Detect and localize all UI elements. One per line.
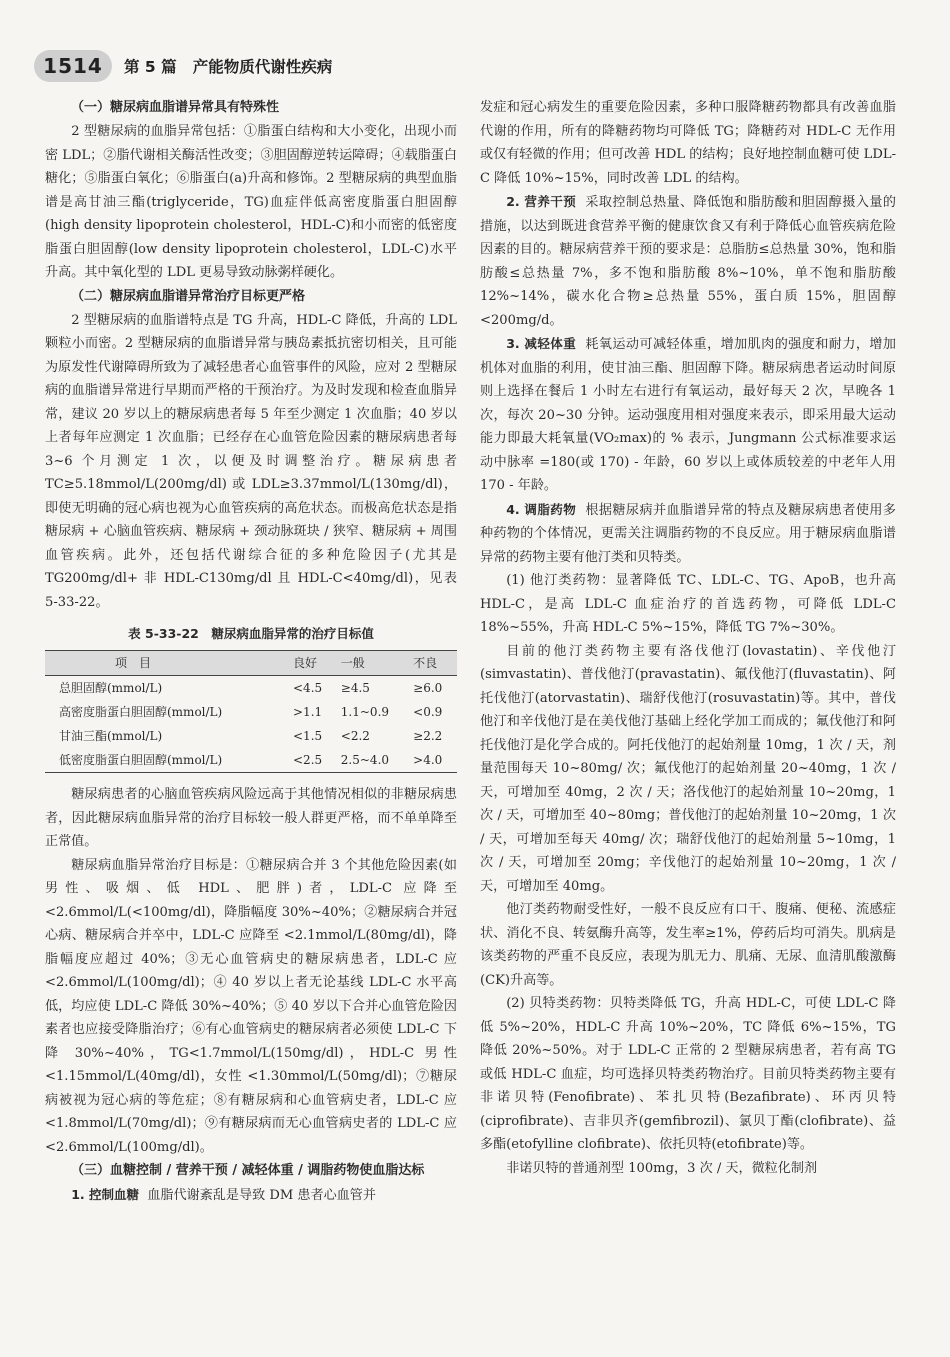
spacer <box>45 773 457 783</box>
table-cell: <1.5 <box>293 729 323 743</box>
table-cell: ≥2.2 <box>413 729 443 743</box>
paragraph-text: 根据糖尿病并血脂谱异常的特点及糖尿病患者使用多种药物的个体情况，更需关注调脂药物的不良反应。用于糖尿病血脂谱异常的药物主要有他汀类和贝特类。 <box>480 502 896 565</box>
run-in-heading: 3. 减轻体重 <box>506 336 577 351</box>
running-title <box>124 55 332 77</box>
table-header-row <box>45 651 457 676</box>
section-1-heading: （一）糖尿病血脂谱异常具有特殊性 <box>71 100 280 115</box>
paragraph: 2 型糖尿病的血脂谱特点是 TG 升高，HDL-C 降低，升高的 LDL 颗粒小而密。2 型糖尿病的血脂谱异常与胰岛素抵抗密切相关，且可能为原发性代谢障碍所致为了减轻患者心血管事件的风险，应对 2 型糖尿病的血脂谱异常进行早期而严格的干预治疗。为及时发现和检查血脂异常，建议 20 岁以上的糖尿病患者每 5 年至少测定 1 次血脂；40 岁以上者每年应测定 1 次血脂；已经存在心血管危险因素的糖尿病患者每 3~6 个月测定 1 次，以便及时调整治疗。糖尿病患者 TC≥5.18mmol/L(200mg/dl) 或 LDL≥3.37mmol/L(130mg/dl)，即使无明确的冠心病也视为心血管疾病的高危状态。而极高危状态是指糖尿病 + 心脑血管疾病、糖尿病 + 颈动脉斑块 / 狭窄、糖尿病 + 周围血管疾病。此外，还包括代谢综合征的多种危险因子(尤其是 TG200mg/dl+ 非 HDL-C130mg/dl 且 HDL-C<40mg/dl)，见表 5-33-22。 <box>45 312 457 610</box>
paragraph <box>45 1183 457 1208</box>
paragraph: 他汀类药物耐受性好，一般不良反应有口干、腹痛、便秘、流感症状、消化不良、转氨酶升高等，发生率≥1%，停药后均可消失。肌病是该类药物的严重不良反应，表现为肌无力、肌痛、无尿、血清肌酸激酶(CK)升高等。 <box>480 902 896 988</box>
table-cell: 1.1~0.9 <box>340 705 390 719</box>
table-row <box>45 676 457 701</box>
table-cell: 2.5~4.0 <box>337 748 409 773</box>
paragraph <box>480 332 896 498</box>
run-in-heading: 2. 营养干预 <box>506 194 577 209</box>
page-header <box>34 50 914 84</box>
table-cell: 总胆固醇(mmol/L) <box>59 681 163 695</box>
paragraph-text: 耗氧运动可减轻体重，增加肌肉的强度和耐力，增加机体对血脂的利用，使甘油三酯、胆固醇下降。糖尿病患者运动时间原则上选择在餐后 1 小时左右进行有氧运动，最好每天 2 次，早晚各 1 次，每次 20~30 分钟。运动强度用相对强度来表示，即采用最大运动能力即最大耗氧量(VO₂max)的 % 表示，Jungmann 公式标准要求运动中脉率 =180(或 170) - 年龄，60 岁以上或体质较差的中老年人用 170 - 年龄。 <box>480 337 896 493</box>
table-row <box>45 724 457 748</box>
table-row <box>45 700 457 724</box>
section-3-heading: （三）血糖控制 / 营养干预 / 减轻体重 / 调脂药物使血脂达标 <box>71 1163 425 1178</box>
table-header-cell: 不良 <box>409 651 457 676</box>
chapter-label: 产能物质代谢性疾病 <box>192 58 333 76</box>
paragraph-text: 采取控制总热量、降低饱和脂肪酸和胆固醇摄入量的措施，以达到既进食营养平衡的健康饮食又有利于降低心血管疾病危险因素的目的。糖尿病营养干预的要求是：总脂肪≤总热量 30%，饱和脂肪酸≤总热量 7%，多不饱和脂肪酸 8%~10%，单不饱和脂肪酸 12%~14%，碳水化合物≥总热量 55%，蛋白质 15%，胆固醇 <200mg/d。 <box>480 195 896 328</box>
part-label: 第 5 篇 <box>124 58 177 76</box>
paragraph <box>480 498 896 570</box>
table-cell: <2.2 <box>340 729 370 743</box>
paragraph: (1) 他汀类药物：显著降低 TC、LDL-C、TG、ApoB，也升高 HDL-C，是高 LDL-C 血症治疗的首选药物，可降低 LDL-C 18%~55%，升高 HDL-C 5%~15%，降低 TG 7%~30%。 <box>480 573 896 635</box>
lipid-target-table <box>45 650 457 773</box>
paragraph: 目前的他汀类药物主要有洛伐他汀(lovastatin)、辛伐他汀(simvastatin)、普伐他汀(pravastatin)、氟伐他汀(fluvastatin)、阿托伐他汀(atorvastatin)、瑞舒伐他汀(rosuvastatin)等。其中，普伐他汀和辛伐他汀是在美伐他汀基础上经化学加工而成的；氟伐他汀和阿托伐他汀是化学合成的。阿托伐他汀的起始剂量 10mg，1 次 / 天，剂量范围每天 10~80mg/ 次；氟伐他汀的起始剂量 20~40mg，1 次 / 天，可增加至 40mg，2 次 / 天；洛伐他汀的起始剂量 10~20mg，1 次 / 天，可增加至 40~80mg；普伐他汀的起始剂量 10~20mg，1 次 / 天，可增加至每天 40mg/ 次；瑞舒伐他汀的起始剂量 5~10mg，1 次 / 天，可增加至 20mg；辛伐他汀的起始剂量 10~20mg，1 次 / 天，可增加至 40mg。 <box>480 643 896 894</box>
table-cell: <4.5 <box>293 681 323 695</box>
table-header-cell: 良好 <box>289 651 337 676</box>
section-2-heading: （二）糖尿病血脂谱异常治疗目标更严格 <box>71 288 306 304</box>
table-cell: ≥4.5 <box>340 681 370 695</box>
table-header-cell: 一般 <box>337 651 409 676</box>
table-caption: 表 5-33-22 糖尿病血脂异常的治疗目标值 <box>128 626 374 641</box>
run-in-heading: 1. 控制血糖 <box>71 1187 139 1202</box>
left-column <box>45 96 457 1208</box>
paragraph: (2) 贝特类药物：贝特类降低 TG，升高 HDL-C，可使 LDL-C 降低 5%~20%，HDL-C 升高 10%~20%，TC 降低 6%~15%，TG 降低 20%~50%。对于 LDL-C 正常的 2 型糖尿病患者，若有高 TG 或低 HDL-C 血症，均可选择贝特类药物治疗。目前贝特类药物主要有非诺贝特(Fenofibrate)、苯扎贝特(Bezafibrate)、环丙贝特(ciprofibrate)、吉非贝齐(gemfibrozil)、氯贝丁酯(clofibrate)、益多酯(etofylline clofibrate)、依托贝特(etofibrate)等。 <box>480 996 896 1152</box>
table-cell: ≥6.0 <box>413 681 443 695</box>
paragraph: 糖尿病血脂异常治疗目标是：①糖尿病合并 3 个其他危险因素(如男性、吸烟、低 HDL、肥胖)者，LDL-C 应降至 <2.6mmol/L(<100mg/dl)，降脂幅度 30%~40%；②糖尿病合并冠心病、糖尿病合并卒中，LDL-C 应降至 <2.1mmol/L(80mg/dl)，降脂幅度应超过 40%；③无心血管病史的糖尿病患者，LDL-C 应 <2.6mmol/L(100mg/dl)；④ 40 岁以上者无论基线 LDL-C 水平高低，均应使 LDL-C 降低 30%~40%；⑤ 40 岁以下合并心血管危险因素者也应接受降脂治疗；⑥有心血管病史的糖尿病者必须使 LDL-C 下降 30%~40%，TG<1.7mmol/L(150mg/dl)，HDL-C 男性 <1.15mmol/L(40mg/dl)，女性 <1.30mmol/L(50mg/dl)；⑦糖尿病被视为冠心病的等危症；⑧有糖尿病和心血管病史者，LDL-C 应 <1.8mmol/L(70mg/dl)；⑨有糖尿病而无心血管病史者的 LDL-C 应 <2.6mmol/L(100mg/dl)。 <box>45 857 457 1155</box>
table-cell: 低密度脂蛋白胆固醇(mmol/L) <box>45 748 289 773</box>
table-cell: 甘油三酯(mmol/L) <box>59 729 163 743</box>
paragraph: 非诺贝特的普通剂型 100mg，3 次 / 天，微粒化制剂 <box>506 1160 818 1176</box>
paragraph: 发症和冠心病发生的重要危险因素，多种口服降糖药物都具有改善血脂代谢的作用，所有的降糖药物均可降低 TG；降糖药对 HDL-C 无作用或仅有轻微的作用；但可改善 HDL 的结构；良好地控制血糖可使 LDL-C 降低 10%~15%，同时改善 LDL 的结构。 <box>480 100 896 186</box>
table-row <box>45 748 457 773</box>
page-number: 1514 <box>34 50 112 82</box>
run-in-heading: 4. 调脂药物 <box>506 501 577 517</box>
paragraph: 2 型糖尿病的血脂异常包括：①脂蛋白结构和大小变化，出现小而密 LDL；②脂代谢相关酶活性改变；③胆固醇逆转运障碍；④载脂蛋白糖化；⑤脂蛋白氧化；⑥脂蛋白(a)升高和修饰。2 型糖尿病的典型血脂谱是高甘油三酯(triglyceride，TG)血症伴低高密度脂蛋白胆固醇(high density lipoprotein cholesterol，HDL-C)和小而密的低密度脂蛋白胆固醇(low density lipoprotein cholesterol，LDL-C)水平升高。其中氧化型的 LDL 更易导致动脉粥样硬化。 <box>45 124 457 280</box>
table-cell: <0.9 <box>413 705 443 719</box>
table-cell: >4.0 <box>409 748 457 773</box>
paragraph-text: 血脂代谢紊乱是导致 DM 患者心血管并 <box>147 1188 376 1203</box>
table-header-cell: 项 目 <box>45 651 289 676</box>
paragraph <box>480 190 896 332</box>
table-cell: 高密度脂蛋白胆固醇(mmol/L) <box>59 705 223 719</box>
table-cell: >1.1 <box>293 705 323 719</box>
right-column <box>480 96 896 1180</box>
paragraph: 糖尿病患者的心脑血管疾病风险远高于其他情况相似的非糖尿病患者，因此糖尿病血脂异常的治疗目标较一般人群更严格，而不单单降至正常值。 <box>45 787 457 849</box>
table-cell: <2.5 <box>289 748 337 773</box>
